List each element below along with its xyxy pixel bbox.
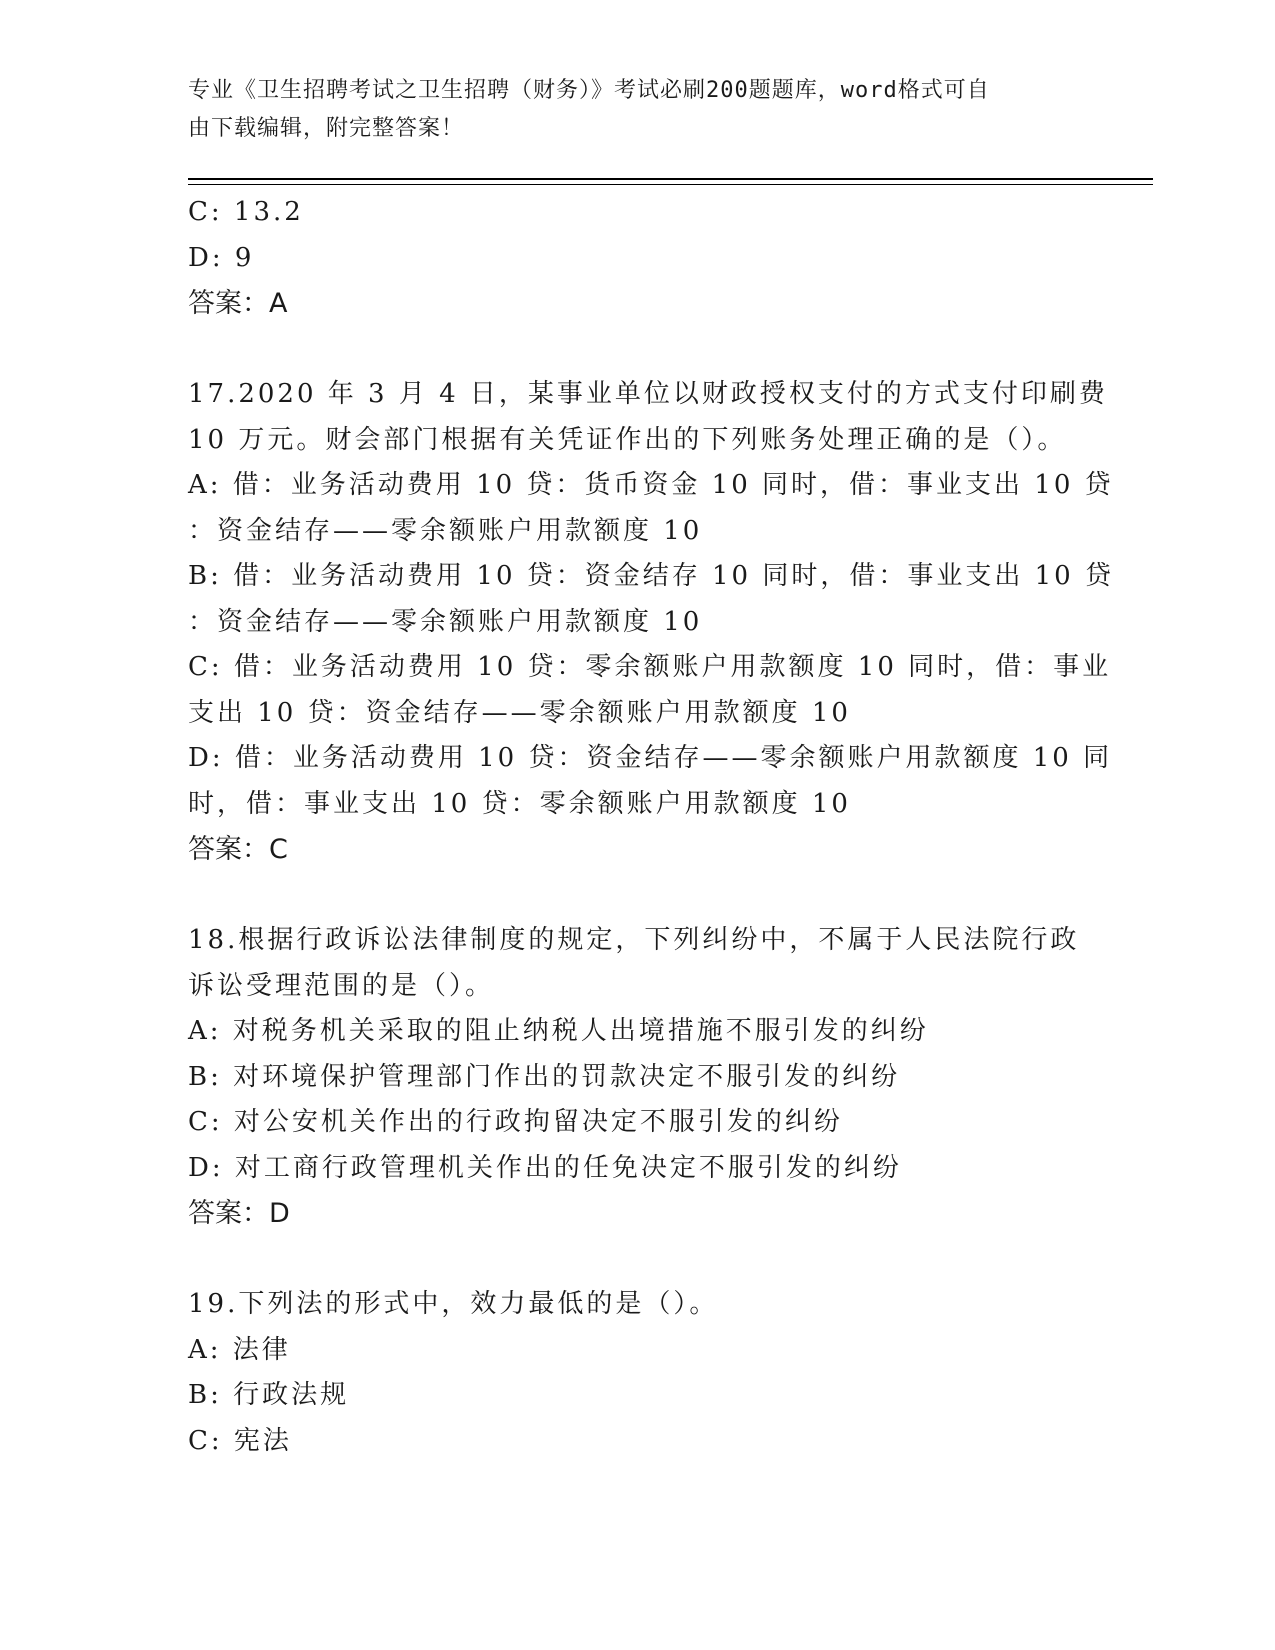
question-line: 10 万元。财会部门根据有关凭证作出的下列账务处理正确的是（）。 [188,424,1067,455]
answer-line: 答案：C [188,834,288,865]
option-c-cont: 支出 10 贷：资金结存——零余额账户用款额度 10 [188,697,851,728]
option-c: C: 13.2 [188,197,304,227]
question-line: 19.下列法的形式中，效力最低的是（）。 [188,1289,719,1319]
option-b-cont: ：资金结存——零余额账户用款额度 10 [188,606,703,637]
option-d: D: 借：业务活动费用 10 贷：资金结存——零余额账户用款额度 10 同 [188,743,1113,773]
option-b: B: 行政法规 [188,1380,350,1410]
question-line: 18.根据行政诉讼法律制度的规定，下列纠纷中，不属于人民法院行政 [188,925,1080,955]
header-divider-thin [188,184,1153,185]
option-a-cont: ：资金结存——零余额账户用款额度 10 [188,515,703,546]
document-body [188,190,1114,1464]
header-line-1: 专业《卫生招聘考试之卫生招聘（财务）》考试必刷200题题库，word格式可自 [188,78,990,103]
document-header [188,72,1078,148]
question-17 [188,372,1114,873]
option-a: A: 借：业务活动费用 10 贷：货币资金 10 同时，借：事业支出 10 贷 [188,470,1114,500]
option-b: B: 借：业务活动费用 10 贷：资金结存 10 同时，借：事业支出 10 贷 [188,561,1114,591]
header-line-2: 由下载编辑，附完整答案！ [188,116,465,141]
option-c: C: 宪法 [188,1425,292,1456]
answer-line: 答案：D [188,1198,290,1229]
option-c: C: 借：业务活动费用 10 贷：零余额账户用款额度 10 同时，借：事业 [188,652,1112,682]
option-d-cont: 时，借：事业支出 10 贷：零余额账户用款额度 10 [188,788,851,819]
question-line: 诉讼受理范围的是（）。 [188,970,495,1001]
option-c: C: 对公安机关作出的行政拘留决定不服引发的纠纷 [188,1107,843,1137]
question-19 [188,1282,1088,1464]
option-d: D: 对工商行政管理机关作出的任免决定不服引发的纠纷 [188,1152,902,1183]
header-divider-thick [188,178,1153,180]
answer-line: 答案：A [188,288,288,319]
question-18 [188,918,1088,1237]
option-a: A: 法律 [188,1334,291,1365]
option-b: B: 对环境保护管理部门作出的罚款决定不服引发的纠纷 [188,1061,901,1092]
question-line: 17.2020 年 3 月 4 日，某事业单位以财政授权支付的方式支付印刷费 [188,379,1108,409]
option-a: A: 对税务机关采取的阻止纳税人出境措施不服引发的纠纷 [188,1016,929,1046]
option-d: D: 9 [188,242,255,273]
